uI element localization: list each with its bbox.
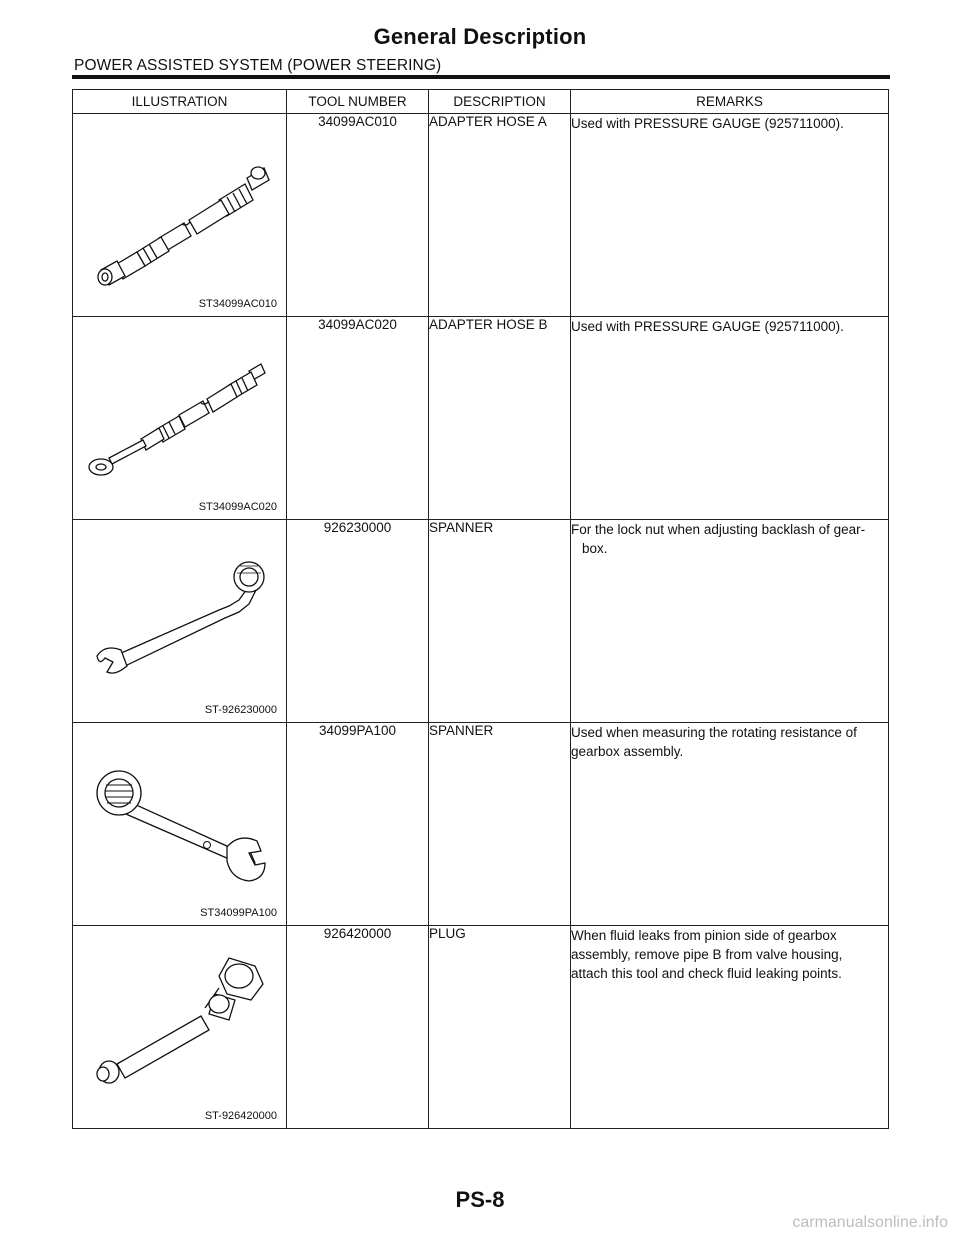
plug-icon (79, 932, 279, 1112)
tool-number: 926230000 (287, 520, 429, 723)
tool-description: ADAPTER HOSE A (429, 114, 571, 317)
tool-description: ADAPTER HOSE B (429, 317, 571, 520)
illustration-label: ST-926230000 (204, 704, 277, 716)
watermark: carmanualsonline.info (792, 1214, 948, 1231)
tool-number: 34099AC020 (287, 317, 429, 520)
remark-line: Used with PRESSURE GAUGE (925711000). (571, 116, 844, 131)
page-title: General Description (373, 24, 587, 49)
illustration-cell (73, 520, 287, 723)
illustration-label: ST-926420000 (204, 1110, 277, 1122)
remark-line: assembly, remove pipe B from valve housing, (571, 947, 843, 962)
column-header-tool-number: TOOL NUMBER (287, 90, 429, 114)
illustration-label: ST34099AC020 (198, 501, 277, 513)
illustration-cell (73, 723, 287, 926)
adapter-hose-eye-icon (79, 323, 279, 503)
remark-line: attach this tool and check fluid leaking points. (571, 966, 842, 981)
tool-remarks (571, 926, 889, 1129)
column-header-description: DESCRIPTION (429, 90, 571, 114)
illustration-label: ST34099AC010 (198, 298, 277, 310)
tool-remarks (571, 317, 889, 520)
spanner-icon (79, 526, 279, 706)
table-row (73, 317, 889, 520)
header-rule (72, 75, 890, 79)
column-header-illustration: ILLUSTRATION (73, 90, 287, 114)
remark-line: gearbox assembly. (571, 744, 684, 759)
column-header-remarks: REMARKS (571, 90, 889, 114)
remark-line: When fluid leaks from pinion side of gearbox (571, 928, 837, 943)
illustration-cell (73, 114, 287, 317)
tool-remarks (571, 520, 889, 723)
remark-line: Used with PRESSURE GAUGE (925711000). (571, 319, 844, 334)
table-row (73, 723, 889, 926)
tool-number: 926420000 (287, 926, 429, 1129)
page-number: PS-8 (455, 1187, 505, 1212)
illustration-label: ST34099PA100 (200, 907, 277, 919)
table-row (73, 114, 889, 317)
remark-line: box. (582, 541, 608, 556)
section-header: POWER ASSISTED SYSTEM (POWER STEERING) (74, 57, 442, 74)
adapter-hose-icon (79, 120, 279, 300)
table-row (73, 520, 889, 723)
illustration-cell (73, 926, 287, 1129)
table-header-row (73, 90, 889, 114)
tool-number: 34099PA100 (287, 723, 429, 926)
remark-line: Used when measuring the rotating resistance of (571, 725, 857, 740)
tool-remarks (571, 723, 889, 926)
tool-number: 34099AC010 (287, 114, 429, 317)
tool-description: PLUG (429, 926, 571, 1129)
special-tools-table (72, 89, 889, 1129)
tool-remarks (571, 114, 889, 317)
remark-line: For the lock nut when adjusting backlash of gear- (571, 522, 866, 537)
ring-spanner-icon (79, 729, 279, 909)
table-row (73, 926, 889, 1129)
tool-description: SPANNER (429, 520, 571, 723)
tool-description: SPANNER (429, 723, 571, 926)
illustration-cell (73, 317, 287, 520)
